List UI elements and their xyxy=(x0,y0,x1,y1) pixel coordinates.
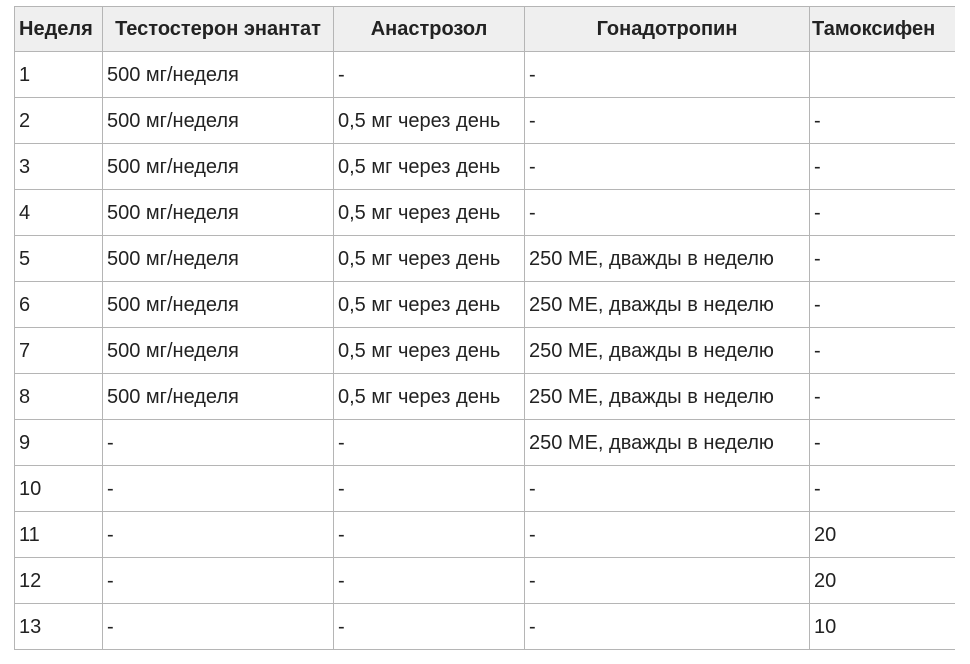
cell-anastrozole: 0,5 мг через день xyxy=(334,236,525,282)
cell-anastrozole: 0,5 мг через день xyxy=(334,98,525,144)
table-row xyxy=(15,144,955,190)
table-row xyxy=(15,98,955,144)
column-header-gonadotropin: Гонадотропин xyxy=(525,7,810,52)
cell-gonadotropin: 250 МЕ, дважды в неделю xyxy=(525,328,810,374)
cell-tamoxifen: - xyxy=(810,236,955,282)
cell-gonadotropin: - xyxy=(525,190,810,236)
cell-week: 13 xyxy=(15,604,103,650)
cell-testosterone: - xyxy=(103,512,334,558)
cell-anastrozole: 0,5 мг через день xyxy=(334,374,525,420)
cell-testosterone: 500 мг/неделя xyxy=(103,98,334,144)
cell-tamoxifen: - xyxy=(810,420,955,466)
table-row xyxy=(15,512,955,558)
cell-gonadotropin: - xyxy=(525,558,810,604)
cell-week: 11 xyxy=(15,512,103,558)
cell-gonadotropin: 250 МЕ, дважды в неделю xyxy=(525,374,810,420)
table-row xyxy=(15,236,955,282)
cell-tamoxifen: - xyxy=(810,466,955,512)
cell-tamoxifen: 20 xyxy=(810,512,955,558)
cell-week: 12 xyxy=(15,558,103,604)
cell-week: 5 xyxy=(15,236,103,282)
cell-week: 1 xyxy=(15,52,103,98)
column-header-week: Неделя xyxy=(15,7,103,52)
cell-testosterone: 500 мг/неделя xyxy=(103,52,334,98)
cell-week: 10 xyxy=(15,466,103,512)
table-row xyxy=(15,558,955,604)
cell-testosterone: 500 мг/неделя xyxy=(103,328,334,374)
cell-anastrozole: - xyxy=(334,420,525,466)
table-row xyxy=(15,374,955,420)
cell-anastrozole: 0,5 мг через день xyxy=(334,190,525,236)
cell-anastrozole: 0,5 мг через день xyxy=(334,282,525,328)
cell-testosterone: - xyxy=(103,420,334,466)
cell-week: 8 xyxy=(15,374,103,420)
table-body xyxy=(15,52,955,650)
table-row xyxy=(15,282,955,328)
cell-anastrozole: - xyxy=(334,466,525,512)
cell-tamoxifen: - xyxy=(810,328,955,374)
cell-week: 2 xyxy=(15,98,103,144)
cell-tamoxifen: - xyxy=(810,282,955,328)
cell-tamoxifen: - xyxy=(810,144,955,190)
cell-testosterone: - xyxy=(103,558,334,604)
cell-testosterone: - xyxy=(103,604,334,650)
table-wrapper xyxy=(14,6,955,650)
table-row xyxy=(15,466,955,512)
cell-gonadotropin: 250 МЕ, дважды в неделю xyxy=(525,236,810,282)
cell-tamoxifen: 20 xyxy=(810,558,955,604)
table-row xyxy=(15,328,955,374)
cell-testosterone: 500 мг/неделя xyxy=(103,374,334,420)
cell-anastrozole: - xyxy=(334,512,525,558)
table-row xyxy=(15,190,955,236)
cell-anastrozole: - xyxy=(334,52,525,98)
cell-anastrozole: 0,5 мг через день xyxy=(334,328,525,374)
cell-anastrozole: - xyxy=(334,558,525,604)
cell-week: 6 xyxy=(15,282,103,328)
cell-tamoxifen: - xyxy=(810,374,955,420)
column-header-anastrozole: Анастрозол xyxy=(334,7,525,52)
cell-tamoxifen: - xyxy=(810,190,955,236)
column-header-tamoxifen: Тамоксифен xyxy=(810,7,955,52)
cell-testosterone: 500 мг/неделя xyxy=(103,190,334,236)
table-row xyxy=(15,420,955,466)
cell-testosterone: - xyxy=(103,466,334,512)
cell-week: 9 xyxy=(15,420,103,466)
cell-gonadotropin: - xyxy=(525,512,810,558)
cell-tamoxifen xyxy=(810,52,955,98)
column-header-testosterone: Тестостерон энантат xyxy=(103,7,334,52)
cell-gonadotropin: 250 МЕ, дважды в неделю xyxy=(525,420,810,466)
cell-gonadotropin: 250 МЕ, дважды в неделю xyxy=(525,282,810,328)
cell-gonadotropin: - xyxy=(525,144,810,190)
table-header xyxy=(15,7,955,52)
cell-anastrozole: 0,5 мг через день xyxy=(334,144,525,190)
cell-week: 4 xyxy=(15,190,103,236)
cell-tamoxifen: 10 xyxy=(810,604,955,650)
table-row xyxy=(15,604,955,650)
cell-tamoxifen: - xyxy=(810,98,955,144)
cell-gonadotropin: - xyxy=(525,52,810,98)
cell-week: 3 xyxy=(15,144,103,190)
header-row xyxy=(15,7,955,52)
cell-week: 7 xyxy=(15,328,103,374)
cell-testosterone: 500 мг/неделя xyxy=(103,282,334,328)
cell-gonadotropin: - xyxy=(525,604,810,650)
cell-anastrozole: - xyxy=(334,604,525,650)
cell-testosterone: 500 мг/неделя xyxy=(103,236,334,282)
cell-testosterone: 500 мг/неделя xyxy=(103,144,334,190)
dosage-schedule-table xyxy=(14,6,955,650)
cell-gonadotropin: - xyxy=(525,466,810,512)
cell-gonadotropin: - xyxy=(525,98,810,144)
table-row xyxy=(15,52,955,98)
